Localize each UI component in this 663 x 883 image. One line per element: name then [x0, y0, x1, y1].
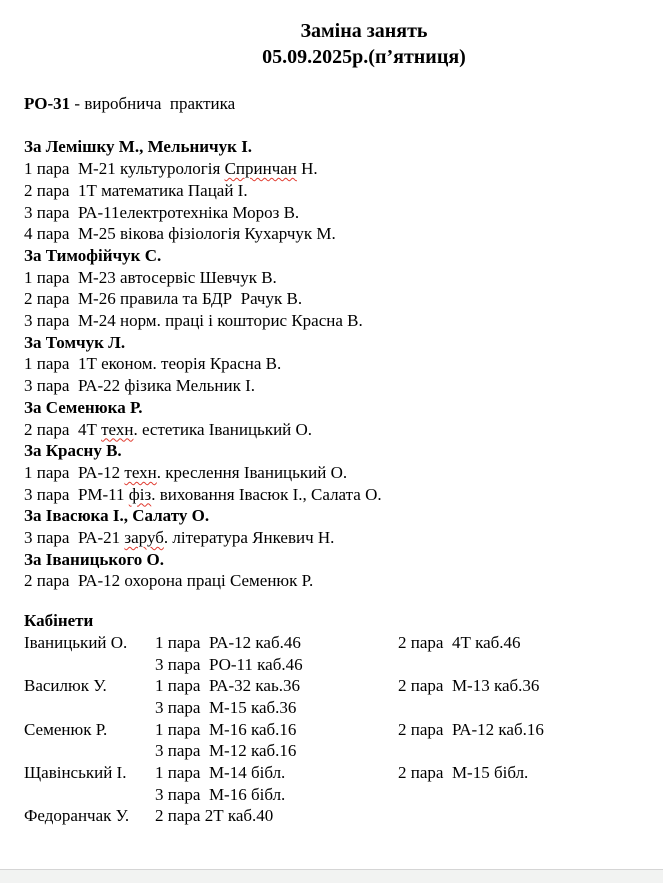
substitution-line: [24, 310, 643, 332]
substitution-line: [24, 419, 643, 441]
cabinet-assignment: 2 пара 2Т каб.40: [155, 806, 274, 826]
cabinet-row-continuation: [24, 654, 643, 676]
cabinet-row-continuation: [24, 740, 643, 762]
cabinet-row: [24, 719, 643, 741]
substitute-teacher-header: За Семенюка Р.: [24, 397, 143, 417]
empty-cell: [398, 784, 643, 806]
substitution-line: [24, 223, 643, 245]
cabinet-row-continuation: [24, 697, 643, 719]
line-text: 3 пара М-24 норм. праці і кошторис Красна В.: [24, 311, 363, 331]
cabinet-row: [24, 632, 643, 654]
substitutions-list: [24, 136, 643, 592]
cabinet-row-continuation: [24, 784, 643, 806]
substitution-line: [24, 353, 643, 375]
substitution-line: [24, 202, 643, 224]
line-text: . виховання Івасюк І., Салата О.: [151, 484, 382, 504]
line-text: 2 пара РА-12 охорона праці Семенюк Р.: [24, 571, 314, 591]
spellcheck-flagged-word: фіз: [128, 484, 152, 504]
substitute-teacher-header: За Івасюка І., Салату О.: [24, 506, 210, 526]
cabinet-assignment: 2 пара М-15 бібл.: [398, 763, 529, 783]
document-title: [0, 0, 663, 70]
spellcheck-flagged-word: техн: [101, 419, 134, 439]
substitution-line: [24, 527, 643, 549]
substitute-teacher-header: За Томчук Л.: [24, 332, 126, 352]
practice-text: - виробнича практика: [70, 94, 236, 113]
status-bar: [0, 869, 663, 883]
empty-cell: [398, 654, 643, 676]
spellcheck-flagged-word: заруб: [124, 528, 164, 548]
cabinet-row: [24, 805, 643, 827]
cabinets-table: [24, 632, 643, 827]
group-code: РО-31: [24, 94, 71, 113]
cabinet-assignment: 2 пара М-13 каб.36: [398, 676, 540, 696]
line-text: 1 пара РА-12: [24, 462, 125, 482]
empty-cell: [398, 740, 643, 762]
line-text: . естетика Іваницький О.: [133, 419, 313, 439]
substitution-line: [24, 462, 643, 484]
spellcheck-flagged-word: Спринчан: [224, 159, 297, 179]
line-text: 3 пара РА-22 фізика Мельник І.: [24, 376, 256, 396]
cabinet-assignment: 1 пара М-14 бібл.: [155, 763, 286, 783]
cabinets-heading: Кабінети: [24, 611, 94, 631]
spellcheck-flagged-word: техн: [124, 462, 157, 482]
empty-cell: [24, 654, 155, 676]
empty-cell: [24, 784, 155, 806]
line-text: 2 пара 4Т: [24, 419, 102, 439]
line-text: 1 пара 1Т економ. теорія Красна В.: [24, 354, 282, 374]
empty-cell: [398, 697, 643, 719]
teacher-name: Щавінський І.: [24, 763, 127, 783]
line-text: 1 пара М-23 автосервіс Шевчук В.: [24, 267, 277, 287]
cabinet-assignment: 3 пара М-16 бібл.: [155, 784, 286, 804]
cabinet-assignment: [398, 805, 643, 827]
line-text: Н.: [296, 159, 318, 179]
cabinet-assignment: 3 пара РО-11 каб.46: [155, 654, 303, 674]
cabinet-assignment: 1 пара М-16 каб.16: [155, 719, 297, 739]
cabinet-assignment: 1 пара РА-12 каб.46: [155, 632, 301, 652]
substitution-line: [24, 375, 643, 397]
empty-cell: [24, 740, 155, 762]
cabinet-assignment: 1 пара РА-32 каь.36: [155, 676, 300, 696]
substitution-line: [24, 180, 643, 202]
line-text: 2 пара 1Т математика Пацай І.: [24, 180, 248, 200]
line-text: 3 пара РА-21: [24, 528, 125, 548]
teacher-name: Семенюк Р.: [24, 719, 108, 739]
substitute-teacher-header: За Тимофійчук С.: [24, 245, 162, 265]
line-text: 3 пара РА-11електротехніка Мороз В.: [24, 202, 300, 222]
practice-note: [24, 93, 643, 115]
line-text: 3 пара РМ-11: [24, 484, 129, 504]
cabinet-row: [24, 675, 643, 697]
cabinet-row: [24, 762, 643, 784]
line-text: 2 пара М-26 правила та БДР Рачук В.: [24, 289, 303, 309]
title-line1: Заміна занять: [300, 20, 428, 42]
title-line2: 05.09.2025р.(п’ятниця): [262, 46, 466, 68]
substitute-teacher-header: За Лемішку М., Мельничук І.: [24, 137, 253, 157]
substitution-line: [24, 484, 643, 506]
substitute-teacher-header: За Красну В.: [24, 441, 122, 461]
blank-line: [24, 115, 643, 137]
substitution-line: [24, 267, 643, 289]
teacher-name: Іваницький О.: [24, 632, 128, 652]
cabinet-assignment: 2 пара 4Т каб.46: [398, 632, 521, 652]
line-text: . креслення Іваницький О.: [156, 462, 348, 482]
line-text: 1 пара М-21 культурологія: [24, 159, 225, 179]
document-body: [0, 93, 663, 827]
substitution-line: [24, 158, 643, 180]
substitute-teacher-header: За Іваницького О.: [24, 549, 164, 569]
cabinet-assignment: 3 пара М-15 каб.36: [155, 697, 297, 717]
line-text: 4 пара М-25 вікова фізіологія Кухарчук М.: [24, 224, 336, 244]
teacher-name: Василюк У.: [24, 676, 107, 696]
substitution-line: [24, 288, 643, 310]
cabinet-assignment: 3 пара М-12 каб.16: [155, 741, 297, 761]
cabinet-assignment: 2 пара РА-12 каб.16: [398, 719, 544, 739]
empty-cell: [24, 697, 155, 719]
teacher-name: Федоранчак У.: [24, 806, 130, 826]
line-text: . література Янкевич Н.: [163, 528, 335, 548]
substitution-line: [24, 570, 643, 592]
